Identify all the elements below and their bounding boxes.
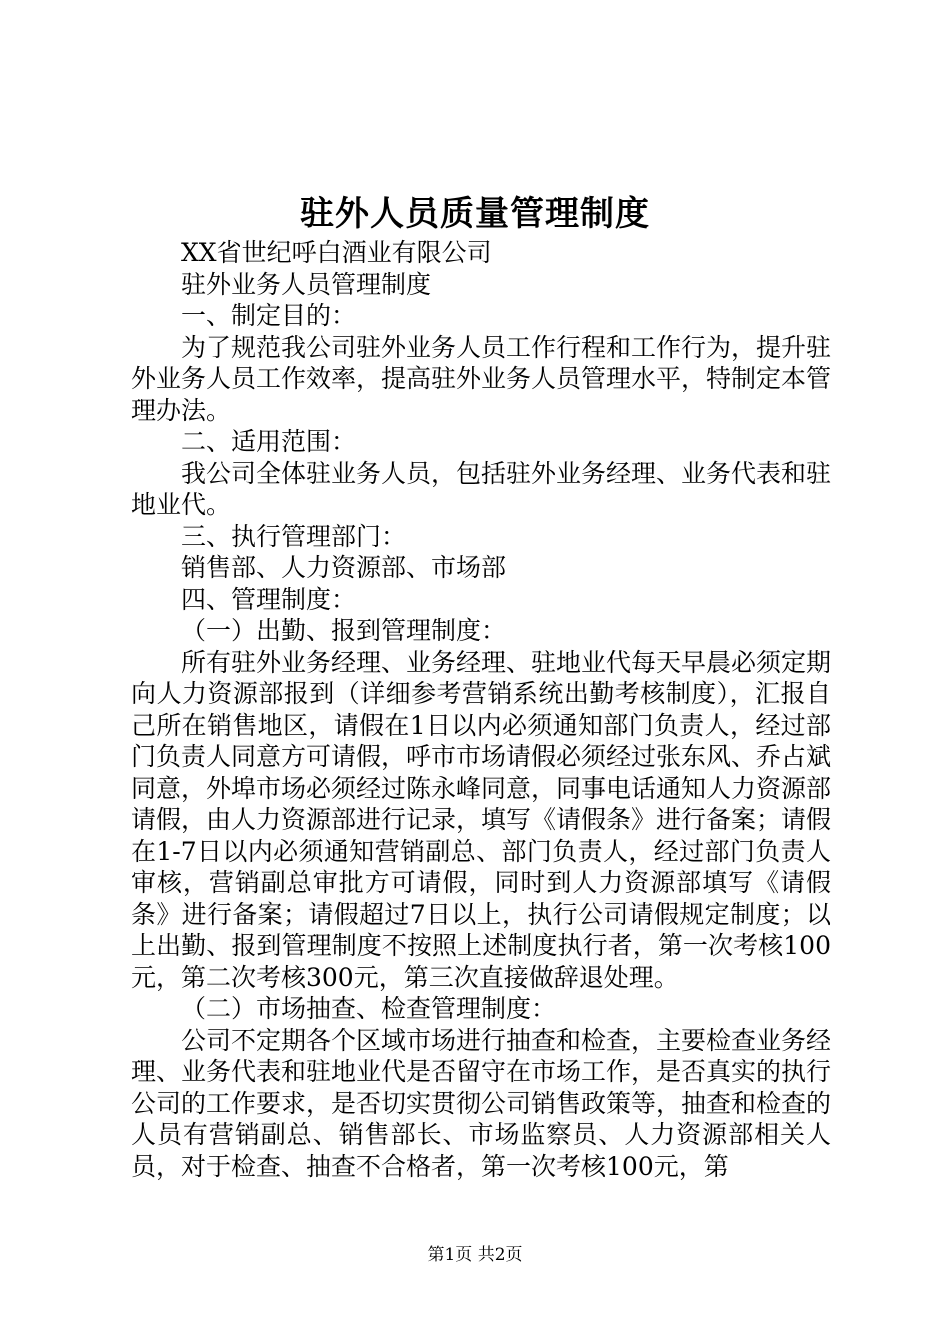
document-body (131, 237, 831, 1182)
paragraph: 公司不定期各个区域市场进行抽查和检查，主要检查业务经理、业务代表和驻地业代是否留守在市场工作，是否真实的执行公司的工作要求，是否切实贯彻公司销售政策等，抽查和检查的人员有营销副总、销售部长、市场监察员、人力资源部相关人员，对于检查、抽查不合格者，第一次考核100元，第 (131, 1025, 832, 1181)
paragraph: 销售部、人力资源部、市场部 (181, 553, 507, 582)
subtitle: 驻外业务人员管理制度 (181, 269, 432, 299)
document-title: 驻外人员质量管理制度 (300, 194, 650, 234)
paragraph: 所有驻外业务经理、业务经理、驻地业代每天早晨必须定期向人力资源部报到（详细参考营销系统出勤考核制度），汇报自己所在销售地区，请假在1日以内必须通知部门负责人，经过部门负责人同意方可请假，呼市市场请假必须经过张东风、乔占斌同意，外埠市场必须经过陈永峰同意，同事电话通知人力资源部请假，由人力资源部进行记录，填写《请假条》进行备案；请假在1-7日以内必须通知营销副总、部门负责人，经过部门负责人审核，营销副总审批方可请假，同时到人力资源部填写《请假条》进行备案；请假超过7日以上，执行公司请假规定制度；以上出勤、报到管理制度不按照上述制度执行者，第一次考核100元，第二次考核300元，第三次直接做辞退处理。 (131, 647, 832, 992)
paragraph: 我公司全体驻业务人员，包括驻外业务经理、业务代表和驻地业代。 (131, 458, 832, 519)
company-name: XX省世纪呼白酒业有限公司 (181, 238, 492, 267)
section-heading: 四、管理制度： (181, 584, 357, 614)
subsection-heading: （一）出勤、报到管理制度： (181, 616, 507, 645)
section-heading: 三、执行管理部门： (181, 521, 407, 551)
section-heading: 一、制定目的： (181, 301, 357, 330)
subsection-heading: （二）市场抽查、检查管理制度： (181, 994, 557, 1023)
section-heading: 二、适用范围： (181, 427, 357, 456)
page-footer: 第1页 共2页 (427, 1245, 523, 1265)
paragraph: 为了规范我公司驻外业务人员工作行程和工作行为，提升驻外业务人员工作效率，提高驻外业务人员管理水平，特制定本管理办法。 (131, 332, 832, 425)
